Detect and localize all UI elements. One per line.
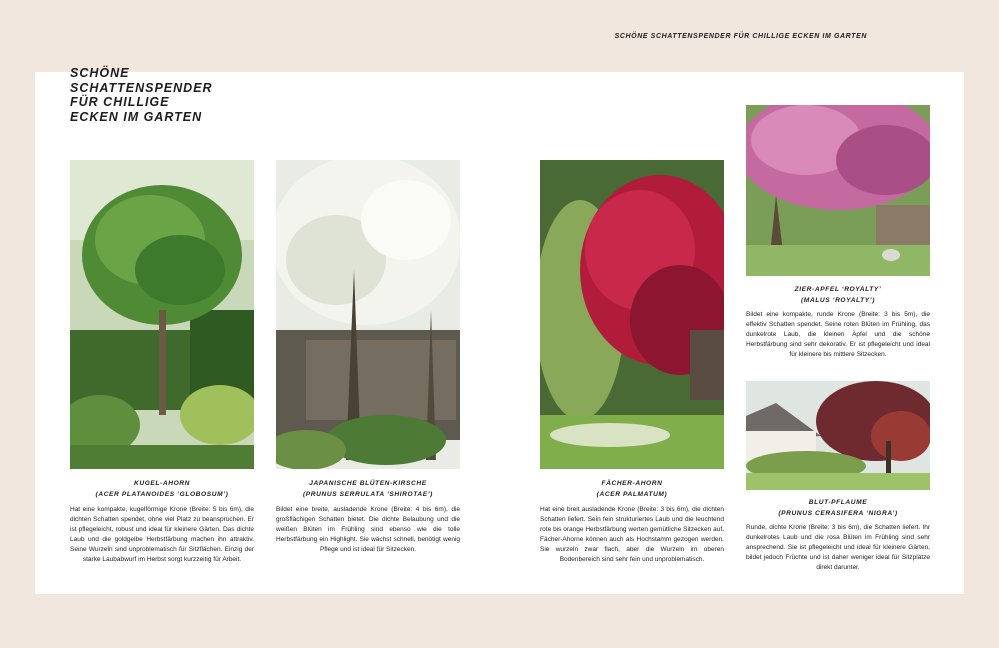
tree-latin-name: (MALUS ‘ROYALTY’)	[800, 297, 876, 304]
faecher-ahorn-photo	[540, 160, 724, 469]
blutpflaume-photo	[746, 381, 930, 490]
caption-zierapfel	[746, 284, 930, 306]
tree-latin-name: (PRUNUS CERASIFERA ‘NIGRA’)	[778, 510, 898, 517]
caption-blutpflaume	[746, 497, 930, 519]
title-line: FÜR CHILLIGE	[70, 95, 170, 109]
bluetenkirsche-photo	[276, 160, 460, 469]
tree-name: BLUT-PFLAUME	[808, 499, 868, 506]
running-head: SCHÖNE SCHATTENSPENDER FÜR CHILLIGE ECKEN IM GARTEN	[614, 33, 867, 40]
tree-name: ZIER-APFEL ‘ROYALTY’	[794, 286, 882, 293]
tree-name: FÄCHER-AHORN	[601, 480, 663, 487]
tree-latin-name: (ACER PLATANOIDES ‘GLOBOSUM’)	[95, 491, 229, 498]
tree-latin-name: (PRUNUS SERRULATA ‘SHIROTAE’)	[303, 491, 433, 498]
caption-kugel-ahorn	[70, 478, 254, 500]
caption-bluetenkirsche	[276, 478, 460, 500]
kugel-ahorn-photo	[70, 160, 254, 469]
description-kugel-ahorn: Hat eine kompakte, kugelförmige Krone (Breite: 5 bis 6m), die dichten Schatten spendet, ohne viel Platz zu beanspruchen. Er ist pflegeleicht, robust und ideal für kleinere Gärten. Das dichte Laub und die goldgelbe Herbstfärbung machen ihn attraktiv. Seine Wurzeln sind unproblematisch für Sitzflächen. Einzig der starke Laubabwurf im Herbst sorgt kurzzeitig für Arbeit.	[70, 506, 254, 563]
description-zierapfel: Bildet eine kompakte, runde Krone (Breite: 3 bis 5m), die effektiv Schatten spendet. Seine roten Blüten im Frühling, das dunkelrote Laub, die kleinen Äpfel und die schöne Herbstfärbung sind sehr dekorativ. Er ist pflegeleicht und ideal für kleinere bis mittlere Sitzecken.	[746, 311, 930, 358]
title-line: ECKEN IM GARTEN	[70, 109, 203, 124]
tree-name: JAPANISCHE BLÜTEN-KIRSCHE	[309, 480, 427, 487]
page-title	[70, 66, 240, 124]
description-bluetenkirsche: Bildet eine breite, ausladende Krone (Breite: 4 bis 6m), die großflächigen Schatten bietet. Die dichte Belaubung und die weißen Blüten im Frühling sind ebenso wie die tolle Herbstfärbung ein Highlight. Sie wächst schnell, benötigt wenig Pflege und ist ideal für Sitzecken.	[276, 506, 460, 553]
title-line: SCHATTENSPENDER	[70, 80, 213, 95]
title-line: SCHÖNE	[70, 66, 130, 80]
description-faecher-ahorn: Hat eine breit ausladende Krone (Breite: 3 bis 6m), die dichten Schatten liefert. Sein fein strukturiertes Laub und die leuchtend rote bis orange Herbstfärbung werten gemütliche Sitzecken auf. Fächer-Ahorne können auch als Hochstamm gezogen werden. Sie wurzeln zwar flach, aber die Wurzeln im oberen Bodenbereich sind sehr fein und unproblematisch.	[540, 506, 724, 563]
zierapfel-photo	[746, 105, 930, 276]
caption-faecher-ahorn	[540, 478, 724, 500]
tree-name: KUGEL-AHORN	[133, 480, 191, 487]
tree-latin-name: (ACER PALMATUM)	[596, 491, 668, 498]
description-blutpflaume: Runde, dichte Krone (Breite: 3 bis 6m), die Schatten liefert. Ihr dunkelrotes Laub und die rosa Blüten im Frühling sind sehr ansprechend. Sie ist pflegeleicht und ideal für kleinere Gärten, bildet jedoch Früchte und ist daher weniger ideal für Sitzplätze direkt darunter.	[746, 524, 930, 571]
